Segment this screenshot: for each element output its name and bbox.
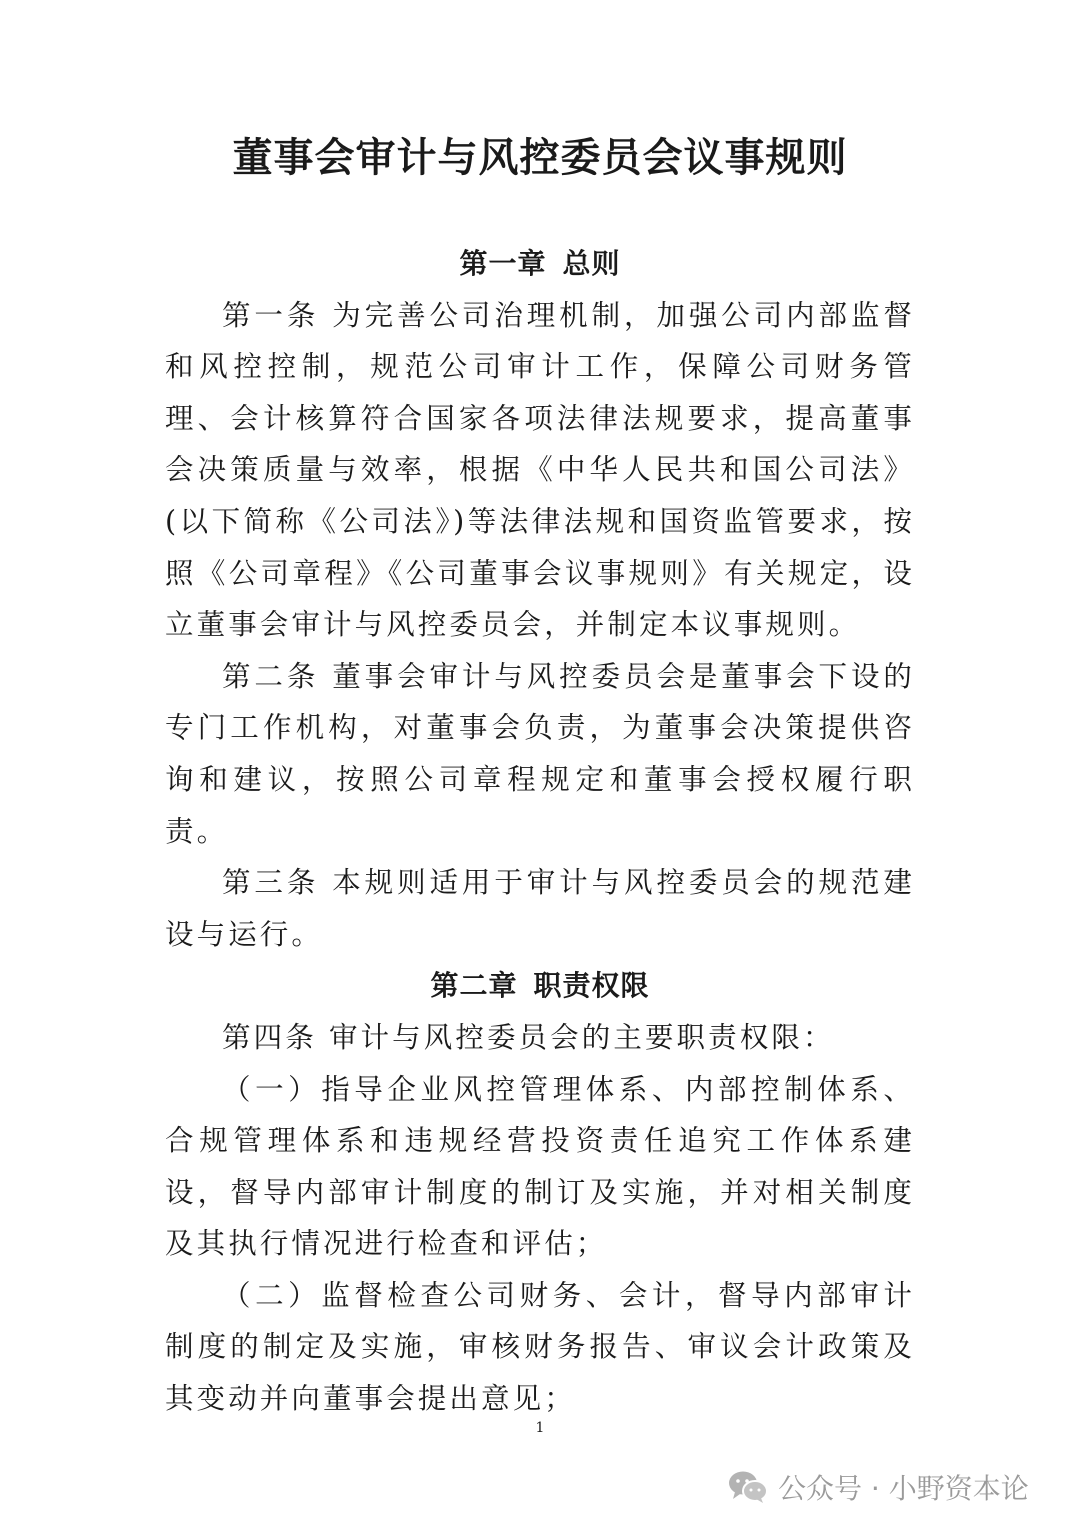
paragraph-item-2: （二）监督检查公司财务、会计，督导内部审计制度的制定及实施，审核财务报告、审议会计政策及其变动并向董事会提出意见； xyxy=(165,1278,915,1416)
page-number: 1 xyxy=(535,1420,545,1436)
chapter-name: 总则 xyxy=(562,247,621,280)
chapter-heading-1 xyxy=(165,238,915,290)
watermark xyxy=(728,1463,1029,1511)
wechat-icon xyxy=(728,1470,768,1504)
chapter-name: 职责权限 xyxy=(533,969,650,1003)
chapter-number: 第二章 xyxy=(430,969,518,1003)
watermark-text: 公众号 · 小野资本论 xyxy=(778,1472,1029,1505)
document-title: 董事会审计与风控委员会议事规则 xyxy=(232,135,848,181)
paragraph-article-4: 第四条 审计与风控委员会的主要职责权限： xyxy=(222,1020,835,1054)
paragraph-item-1: （一）指导企业风控管理体系、内部控制体系、合规管理体系和违规经营投资责任追究工作体系建设，督导内部审计制度的制订及实施，并对相关制度及其执行情况进行检查和评估； xyxy=(165,1072,915,1261)
chapter-heading-2 xyxy=(165,960,915,1012)
document-body xyxy=(165,238,915,1425)
chapter-number: 第一章 xyxy=(459,247,547,280)
paragraph-article-1: 第一条 为完善公司治理机制，加强公司内部监督和风控控制，规范公司审计工作，保障公司财务管理、会计核算符合国家各项法律法规要求，提高董事会决策质量与效率，根据《中华人民共和国公司法》(以下简称《公司法》)等法律法规和国资监管要求，按照《公司章程》《公司董事会议事规则》有关规定，设立董事会审计与风控委员会，并制定本议事规则。 xyxy=(165,298,915,642)
paragraph-article-2: 第二条 董事会审计与风控委员会是董事会下设的专门工作机构，对董事会负责，为董事会决策提供咨询和建议，按照公司章程规定和董事会授权履行职责。 xyxy=(165,659,915,848)
paragraph-article-3: 第三条 本规则适用于审计与风控委员会的规范建设与运行。 xyxy=(165,866,915,951)
